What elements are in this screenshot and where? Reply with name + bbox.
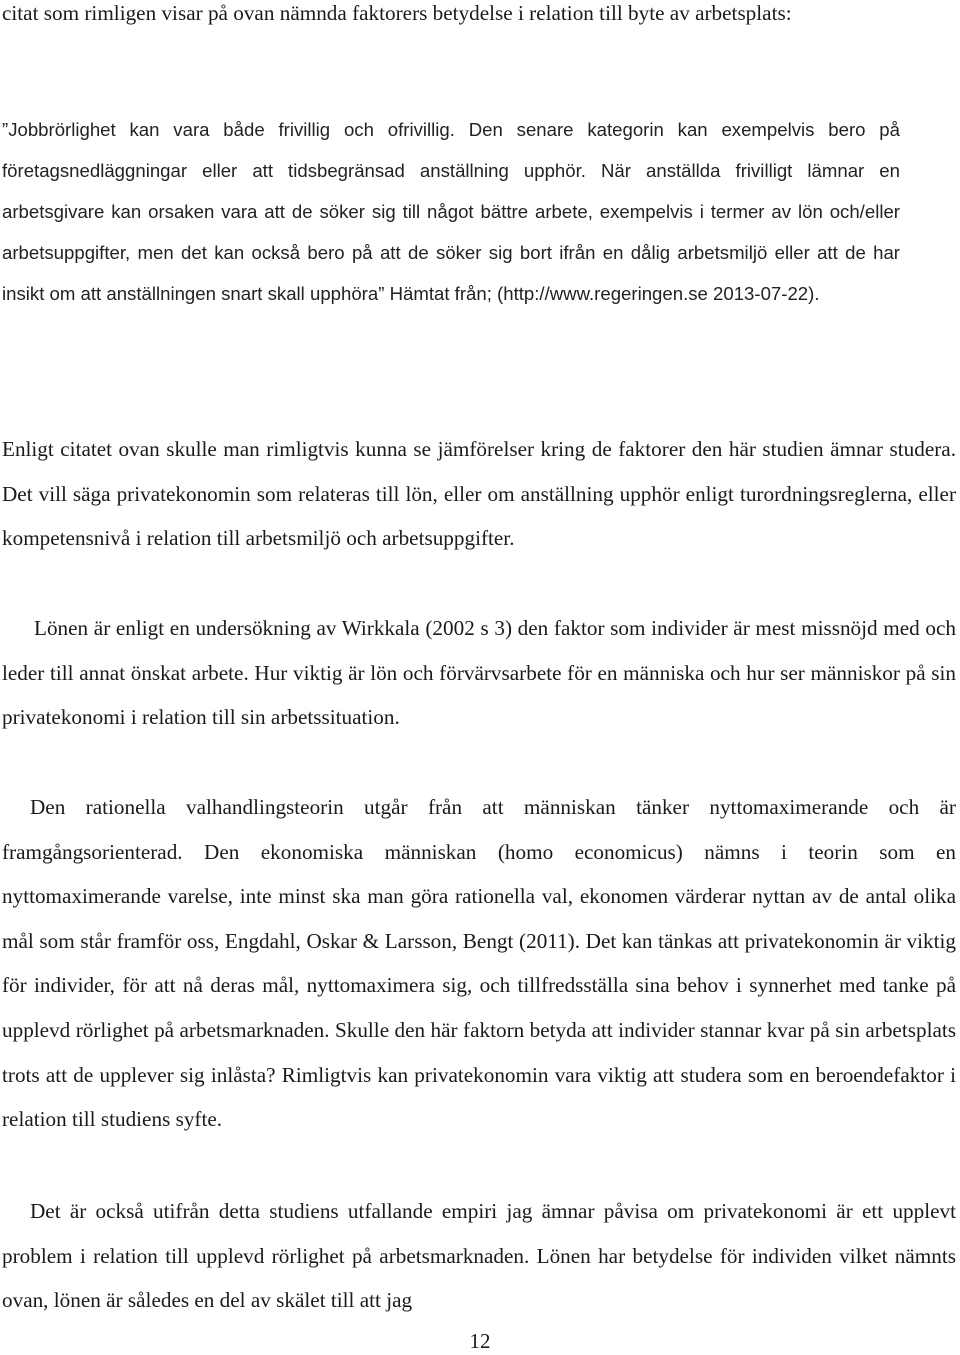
- body-paragraph: Det är också utifrån detta studiens utfallande empiri jag ämnar påvisa om privatekonomi är ett upplevt problem i relation till upplevd rörlighet på arbetsmarknaden. Lönen har betydelse för individen vilket nämnts ovan, lönen är således en del av skälet till att jag: [2, 1199, 956, 1313]
- page-number: 12: [469, 1329, 491, 1353]
- body-paragraph: Den rationella valhandlingsteorin utgår från att människan tänker nyttomaximerande och är framgångsorienterad. Den ekonomiska människan (homo economicus) nämns i teorin som en nyttomaximerande varelse, inte minst ska man göra rationella val, ekonomen värderar nyttan av de antal olika mål som står framför oss, Engdahl, Oskar & Larsson, Bengt (2011). Det kan tänkas att privatekonomin är viktig för individer, för att nå deras mål, nyttomaximera sig, och tillfredsställa sina behov i synnerhet med tanke på upplevd rörlighet på arbetsmarknaden. Skulle den här faktorn betyda att individer stannar kvar på sin arbetsplats trots att de upplever sig inlåsta? Rimligtvis kan privatekonomin vara viktig att studera som en beroendefaktor i relation till studiens syfte.: [2, 795, 956, 1132]
- block-quote: ”Jobbrörlighet kan vara både frivillig och ofrivillig. Den senare kategorin kan exempelvis bero på företagsnedläggningar eller att tidsbegränsad anställning upphör. När anställda frivilligt lämnar en arbetsgivare kan orsaken vara att de söker sig till något bättre arbete, exempelvis i termer av lön och/eller arbetsuppgifter, men det kan också bero på att de söker sig bort ifrån en dålig arbetsmiljö eller att de har insikt om att anställningen snart skall upphöra” Hämtat från; (http://www.regeringen.se 2013-07-22).: [2, 119, 900, 305]
- body-paragraph: Enligt citatet ovan skulle man rimligtvis kunna se jämförelser kring de faktorer den här studien ämnar studera. Det vill säga privatekonomin som relateras till lön, eller om anställning upphör enligt turordningsreglerna, eller kompetensnivå i relation till arbetsmiljö och arbetsuppgifter.: [2, 437, 956, 551]
- body-paragraph: Lönen är enligt en undersökning av Wirkkala (2002 s 3) den faktor som individer är mest missnöjd med och leder till annat önskat arbete. Hur viktig är lön och förvärvsarbete för en människa och hur ser människor på sin privatekonomi i relation till sin arbetssituation.: [2, 616, 956, 730]
- intro-paragraph: citat som rimligen visar på ovan nämnda faktorers betydelse i relation till byte av arbetsplats:: [2, 1, 792, 25]
